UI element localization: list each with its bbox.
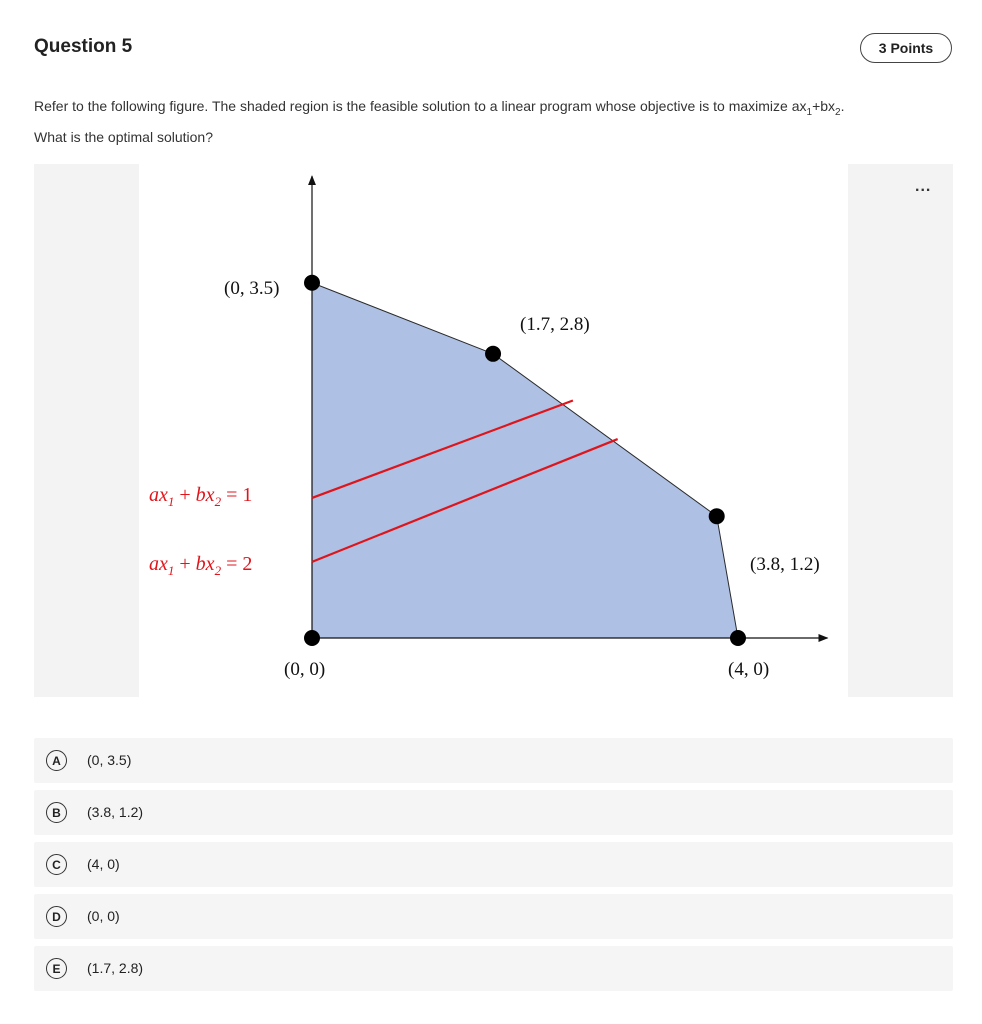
question-text-end: . <box>840 98 845 114</box>
eq-term: ax <box>149 553 168 575</box>
vertex-label: (0, 3.5) <box>224 278 280 299</box>
eq-subscript: 1 <box>167 494 175 509</box>
eq-term: bx <box>195 484 215 506</box>
vertex-point <box>730 630 746 646</box>
vertex-label: (1.7, 2.8) <box>520 314 590 335</box>
feasible-region <box>312 283 738 638</box>
eq-subscript: 2 <box>214 563 222 578</box>
vertex-point <box>304 630 320 646</box>
option-text: (4, 0) <box>87 856 120 872</box>
option-text: (3.8, 1.2) <box>87 804 144 820</box>
question-text-sub2: 2 <box>835 106 841 118</box>
answer-option-d[interactable] <box>34 894 953 939</box>
eq-subscript: 1 <box>167 563 175 578</box>
eq-rhs: = 2 <box>221 553 253 575</box>
eq-subscript: 2 <box>214 494 222 509</box>
figure-side-panel-right <box>848 164 953 697</box>
vertex-label: (0, 0) <box>284 659 326 680</box>
option-letter-badge: D <box>46 906 67 927</box>
more-options-icon[interactable]: ... <box>915 178 932 195</box>
option-text: (0, 3.5) <box>87 752 132 768</box>
option-text: (1.7, 2.8) <box>87 960 144 976</box>
feasible-region-chart <box>139 164 848 697</box>
objective-line-label <box>149 484 252 509</box>
question-title: Question 5 <box>34 36 133 57</box>
answer-option-e[interactable] <box>34 946 953 991</box>
vertex-label: (4, 0) <box>728 659 770 680</box>
vertex-point <box>304 275 320 291</box>
answer-option-a[interactable] <box>34 738 953 783</box>
option-letter-badge: E <box>46 958 67 979</box>
question-text-line2: What is the optimal solution? <box>34 128 213 145</box>
answer-option-c[interactable] <box>34 842 953 887</box>
objective-line-label <box>149 553 252 578</box>
question-figure <box>139 164 848 697</box>
eq-operator: + <box>174 553 196 575</box>
option-letter-badge: B <box>46 802 67 823</box>
eq-rhs: = 1 <box>221 484 253 506</box>
question-text-plus: +bx <box>812 98 836 114</box>
option-text: (0, 0) <box>87 908 120 924</box>
answer-option-b[interactable] <box>34 790 953 835</box>
eq-operator: + <box>174 484 196 506</box>
option-letter-badge: C <box>46 854 67 875</box>
question-text-sub1: 1 <box>806 106 813 118</box>
option-letter-badge: A <box>46 750 67 771</box>
figure-side-panel-left <box>34 164 139 697</box>
question-text-main: Refer to the following figure. The shaded region is the feasible solution to a linear program whose objective is to maximize ax <box>34 98 807 114</box>
question-text <box>34 94 964 149</box>
points-badge: 3 Points <box>860 33 952 63</box>
vertex-point <box>709 508 725 524</box>
eq-term: bx <box>195 553 215 575</box>
eq-term: ax <box>149 484 168 506</box>
vertex-point <box>485 346 501 362</box>
vertex-label: (3.8, 1.2) <box>750 554 820 575</box>
